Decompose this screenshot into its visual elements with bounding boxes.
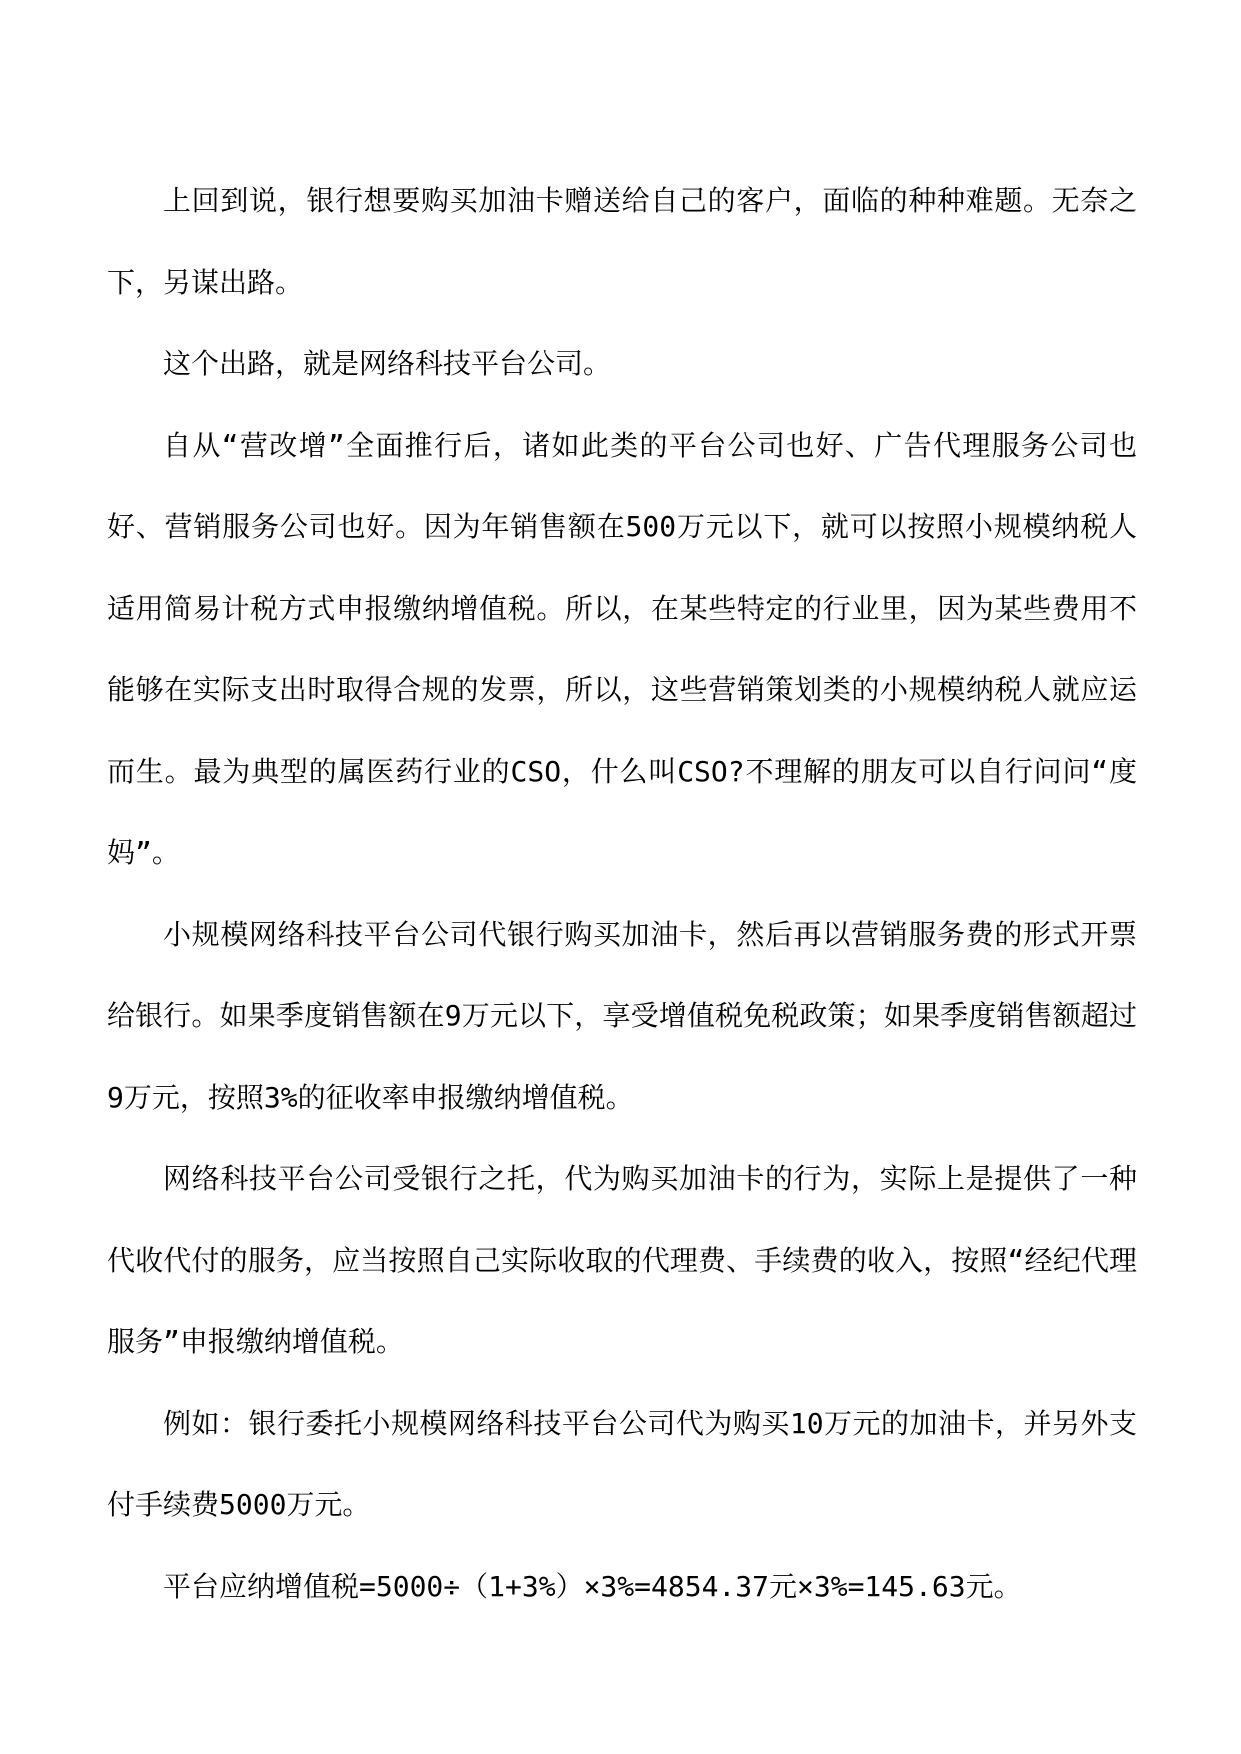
paragraph-intro: 上回到说，银行想要购买加油卡赠送给自己的客户，面临的种种难题。无奈之下，另谋出路。: [107, 184, 1137, 299]
paragraph-solution: 这个出路，就是网络科技平台公司。: [163, 347, 612, 380]
paragraph-calculation: 平台应纳增值税=5000÷（1+3%）×3%=4854.37元×3%=145.63元。: [163, 1569, 1022, 1603]
document-body: [107, 160, 1137, 1627]
paragraph-example: 例如：银行委托小规模网络科技平台公司代为购买10万元的加油卡，并另外支付手续费5000万元。: [107, 1406, 1137, 1521]
paragraph-agency-service: 网络科技平台公司受银行之托，代为购买加油卡的行为，实际上是提供了一种代收代付的服务，应当按照自己实际收取的代理费、手续费的收入，按照“经纪代理服务”申报缴纳增值税。: [107, 1162, 1137, 1358]
paragraph-small-scale: 小规模网络科技平台公司代银行购买加油卡，然后再以营销服务费的形式开票给银行。如果季度销售额在9万元以下，享受增值税免税政策；如果季度销售额超过9万元，按照3%的征收率申报缴纳增值税。: [107, 917, 1137, 1114]
paragraph-vat-reform: 自从“营改增”全面推行后，诸如此类的平台公司也好、广告代理服务公司也好、营销服务公司也好。因为年销售额在500万元以下，就可以按照小规模纳税人适用简易计税方式申报缴纳增值税。所以，在某些特定的行业里，因为某些费用不能够在实际支出时取得合规的发票，所以，这些营销策划类的小规模纳税人就应运而生。最为典型的属医药行业的CSO，什么叫CSO?不理解的朋友可以自行问问“度妈”。: [107, 428, 1137, 869]
